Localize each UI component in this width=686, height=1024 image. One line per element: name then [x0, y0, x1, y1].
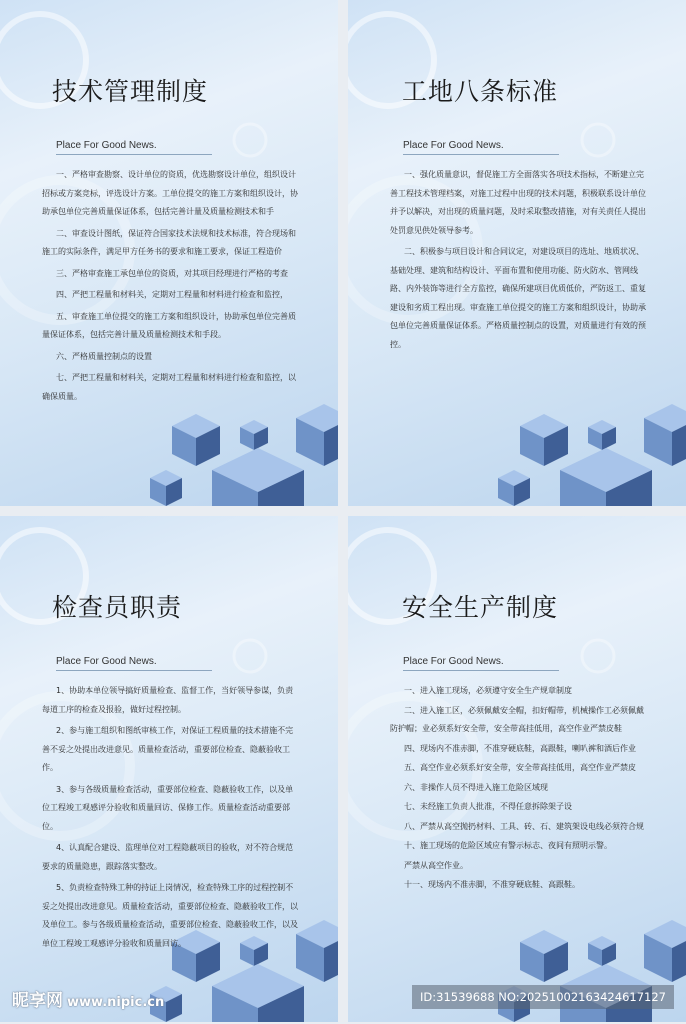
poster-panel [0, 0, 338, 506]
paragraph: 七、严把工程量和材料关，定期对工程量和材料进行检查和监控，以确保质量。 [42, 373, 296, 401]
paragraph: 五、高空作业必须系好安全带，安全带高挂低用，高空作业严禁皮 [404, 763, 636, 772]
paragraph: 四、现场内不准赤脚，不准穿硬底鞋，高跟鞋，喇叭裤和酒后作业 [404, 743, 636, 753]
poster-panel [348, 0, 686, 506]
paragraph: 1、协助本单位领导搞好质量检查、监督工作，当好领导参谋，负责每道工序的检查及报验，做好过程控制。 [42, 686, 294, 714]
paragraph: 5、负责检查特殊工种的持证上岗情况，检查特殊工序的过程控制不妥之处提出改进意见。质量检查活动，重要部位检查、隐蔽验收工作，以及单位工。参与各级质量检查活动，重要部位检查、隐蔽验收工作，以及单位工程竣工观感评分验收和质量回访。 [42, 883, 298, 948]
paragraph: 二、进入施工区，必须佩戴安全帽，扣好帽带，机械操作工必须佩戴防护帽；业必须系好安全带，安全带高挂低用，高空作业严禁皮鞋 [390, 705, 644, 733]
paragraph: 七、未经施工负责人批准，不得任意拆除架子设 [404, 802, 572, 811]
watermark-logo-text: 昵享网 [12, 991, 63, 1011]
panel-subtitle: Place For Good News. [403, 656, 559, 671]
paragraph: 二、积极参与项目设计和合同议定，对建设项目的选址、地质状况、基础处理、建筑和结构设计、平面布置和使用功能、防火防水、管网线路、内外装饰等进行全方监控，确保所建项目优质低价，严防返工、重复建设和劣质工程出现。审查施工单位提交的施工方案和组织设计，协助承包单位完善质量保证体系。严格质量控制点的设置，对质量进行有效的预控。 [390, 247, 646, 349]
paragraph: 3、参与各级质量检查活动，重要部位检查、隐蔽验收工作，以及单位工程竣工观感评分验收和质量回访、保修工作。质量检查活动重要部位。 [42, 784, 294, 831]
poster-panel [348, 516, 686, 1022]
paragraph: 4、认真配合建设、监理单位对工程隐蔽项目的验收，对不符合规范要求的质量隐患，跟踪落实整改。 [42, 843, 294, 871]
paragraph: 严禁从高空作业。 [404, 860, 468, 870]
panel-title: 安全生产制度 [402, 593, 559, 622]
panel-body [390, 166, 648, 357]
poster-panel [0, 516, 338, 1022]
panel-subtitle: Place For Good News. [56, 656, 212, 671]
cube-cluster [150, 404, 338, 506]
paragraph: 一、强化质量意识，督促施工方全面落实各项技术指标，不断建立完善工程技术管理档案，对施工过程中出现的技术问题，积极联系设计单位并予以解决，对出现的质量问题，及时采取整改措施，对有关责任人提出处罚意见供处领导参考。 [390, 170, 646, 235]
paragraph: 四、严把工程量和材料关，定期对工程量和材料进行检查和监控， [56, 290, 288, 299]
paragraph: 一、严格审查勘察、设计单位的资质，优选勘察设计单位，组织设计招标或方案竞标，评选设计方案。工单位提交的施工方案和组织设计，协助承包单位完善质量保证体系，包括完善计量及质量检测技术和手 [42, 170, 298, 216]
panel-title: 技术管理制度 [52, 77, 209, 106]
paragraph: 八、严禁从高空抛扔材料、工具、砖、石、建筑架设电线必须符合规 [404, 821, 644, 831]
paragraph: 2、参与施工组织和图纸审核工作，对保证工程质量的技术措施不完善不妥之处提出改进意见。质量检查活动，重要部位检查、隐蔽验收工作。 [42, 726, 294, 772]
watermark-logo [12, 986, 164, 1011]
panel-title: 检查员职责 [52, 593, 183, 622]
paragraph: 六、非操作人员不得进入施工危险区域现 [404, 782, 548, 792]
paragraph: 十、施工现场的危险区域应有警示标志、夜间有照明示警。 [404, 841, 612, 850]
panel-body [390, 682, 648, 896]
paragraph: 五、审查施工单位提交的施工方案和组织设计，协助承包单位完善质量保证体系，包括完善计量及质量检测技术和手段。 [42, 311, 296, 339]
paragraph: 二、审查设计图纸，保证符合国家技术法规和技术标准，符合现场和施工的实际条件，满足甲方任务书的要求和施工要求，保证工程造价 [42, 228, 296, 256]
cube-cluster [498, 404, 686, 506]
paragraph: 一、进入施工现场，必须遵守安全生产规章制度 [404, 686, 572, 695]
panel-subtitle: Place For Good News. [56, 140, 212, 155]
watermark-url: www.nipic.cn [67, 995, 165, 1010]
watermark-id: ID:31539688 NO:20251002163424617127 [412, 985, 674, 1009]
paragraph: 六、严格质量控制点的设置 [56, 351, 152, 361]
paragraph: 三、严格审查施工承包单位的资质，对其项目经理进行严格的考查 [56, 268, 288, 278]
panel-body [42, 682, 300, 956]
panel-subtitle: Place For Good News. [403, 140, 559, 155]
panel-body [42, 166, 300, 409]
paragraph: 十一、现场内不准赤脚，不准穿硬底鞋、高跟鞋。 [404, 880, 580, 889]
panel-title: 工地八条标准 [402, 77, 559, 106]
